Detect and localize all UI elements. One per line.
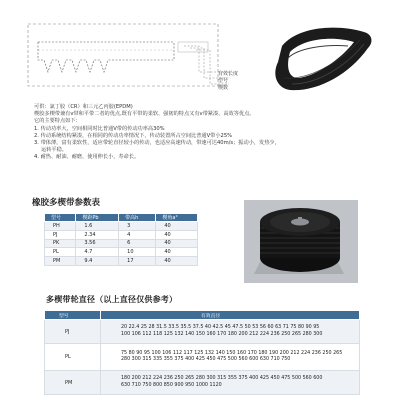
desc-feature-1: 1. 传动功率大，空间相同时比普通V带的传动功率高30% — [34, 125, 165, 132]
pulley-table-header — [45, 311, 360, 320]
cell-height: 10 — [119, 248, 156, 257]
cell-model: PL — [45, 344, 101, 371]
diameter-line: 20 22.4 25 28 31.5 33.5 35.5 37.5 40 42.5 45 47.5 50 53 56 60 63 71 75 80 90 95 — [121, 325, 320, 331]
diameter-line: 100 106 112 118 125 132 140 150 160 170 180 200 212 224 236 250 265 280 300 — [121, 331, 323, 337]
pulley-image — [244, 200, 358, 283]
callout-effective-length: 有效长度 — [218, 71, 239, 77]
table-row — [45, 257, 198, 266]
cell-model: PH — [45, 222, 76, 231]
cell-pitch: 9.4 — [76, 257, 119, 266]
cell-pitch: 3.56 — [76, 239, 119, 248]
col-angle: 楔角a° — [156, 214, 198, 222]
table-row — [45, 371, 360, 395]
ribbed-belt-image — [268, 18, 378, 100]
cell-model: PJ — [45, 320, 101, 344]
cell-angle: 40 — [156, 248, 198, 257]
desc-feature-4: 4. 耐热、耐油、耐磨，使用伸长小，寿命长。 — [34, 154, 140, 161]
pulley-illustration — [244, 200, 358, 283]
col-height: 带高h — [119, 214, 156, 222]
pulley-diameter-title: 多楔带轮直径（以上直径仅供参考） — [46, 295, 178, 304]
cell-model: PL — [45, 248, 76, 257]
col-model: 型号 — [45, 214, 76, 222]
cell-angle: 40 — [156, 230, 198, 239]
cell-height: 4 — [119, 230, 156, 239]
cell-pitch: 2.34 — [76, 230, 119, 239]
desc-features-heading: 它的主要特点如下： — [34, 118, 81, 125]
cell-height: 3 — [119, 222, 156, 231]
callout-rib-count: 楔数 — [218, 85, 229, 91]
diagram-frame — [28, 24, 218, 86]
belt-cross-section-diagram — [24, 20, 274, 96]
cell-model: PK — [45, 239, 76, 248]
desc-material: 可供：氯丁胶（CR）和三元乙丙胶(EPDM) — [34, 104, 133, 110]
belt-profile — [38, 42, 174, 72]
desc-feature-3-cont: 运转平稳。 — [41, 147, 67, 154]
cell-model: PM — [45, 257, 76, 266]
table-row — [45, 248, 198, 257]
parameter-table-header — [45, 214, 198, 222]
diameter-line: 630 710 750 800 850 900 950 1000 1120 — [121, 382, 222, 388]
diameter-line: 75 80 90 95 100 106 112 117 125 132 140 150 160 170 180 190 200 212 224 236 250 265 — [121, 350, 343, 356]
parameter-table — [44, 213, 198, 266]
cell-height: 17 — [119, 257, 156, 266]
parameter-table-title: 橡胶多楔带参数表 — [32, 198, 101, 208]
cell-height: 6 — [119, 239, 156, 248]
desc-feature-2: 2. 传动系统结构紧凑，在相同的传动功率情况下，传动装置所占空间比普通V带小25% — [34, 132, 233, 139]
cell-diameters — [101, 320, 360, 344]
desc-intro: 楔胶多楔带兼有v带和平带二者的优点,既有平带的柔软、强韧的特点又有v带紧凑、高效等优点。 — [34, 111, 255, 118]
table-row — [45, 239, 198, 248]
diameter-line: 180 200 212 224 236 250 265 280 300 315 355 375 400 425 450 475 500 560 600 — [121, 376, 323, 382]
cell-angle: 40 — [156, 222, 198, 231]
diameter-line: 280 300 315 335 355 375 400 425 450 475 500 560 600 630 710 750 — [121, 357, 291, 362]
cell-pitch: 1.6 — [76, 222, 119, 231]
table-row — [45, 222, 198, 231]
cell-model: PJ — [45, 230, 76, 239]
product-description — [34, 104, 374, 162]
col-effective-diameter: 有效直径 — [101, 311, 360, 320]
table-row — [45, 230, 198, 239]
cell-pitch: 4.7 — [76, 248, 119, 257]
col-model: 型号 — [45, 311, 101, 320]
desc-feature-3: 3. 带体薄，富有柔软性，适应带轮直径较小的传动，也适应高速传动，带速可达40m/s；振动小，发热少， — [34, 140, 280, 147]
col-pitch: 楔距Pb — [76, 214, 119, 222]
cell-model: PM — [45, 371, 101, 395]
cell-diameters — [101, 371, 360, 395]
cell-diameters — [101, 344, 360, 371]
callout-model: 型号 — [218, 78, 229, 84]
cell-angle: 40 — [156, 239, 198, 248]
cell-angle: 40 — [156, 257, 198, 266]
table-row — [45, 320, 360, 344]
pulley-diameter-table — [44, 310, 360, 395]
table-row — [45, 344, 360, 371]
